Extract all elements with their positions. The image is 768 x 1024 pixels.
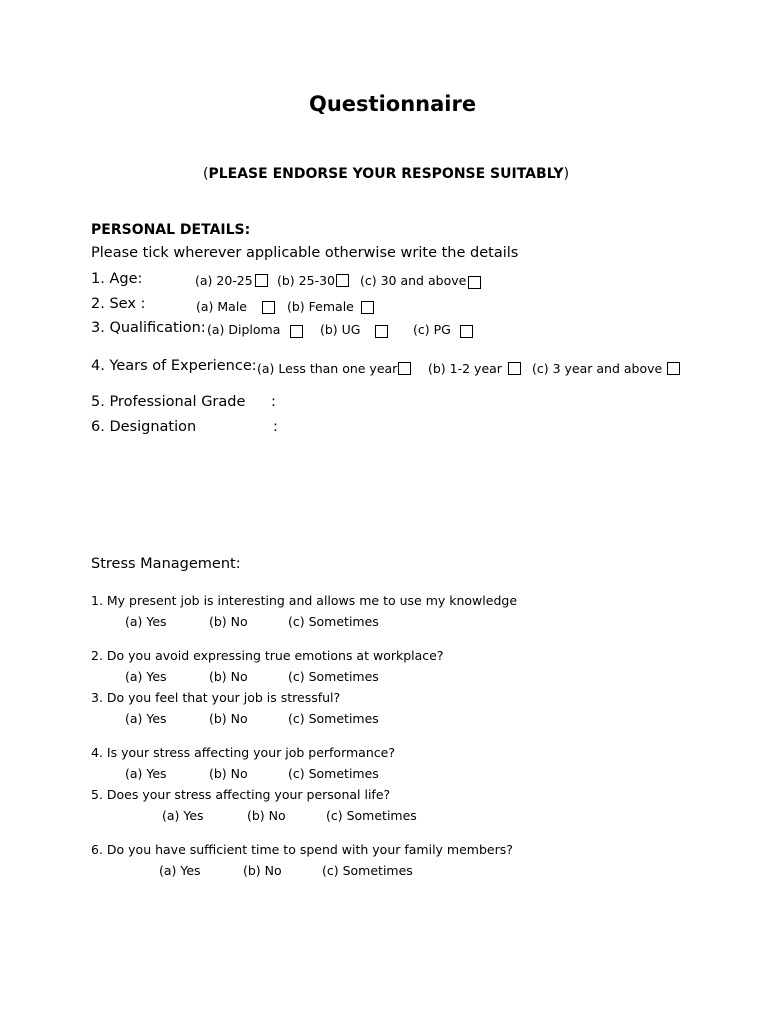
q2-answer-yes: (a) Yes — [125, 669, 167, 684]
q3-answer-yes: (a) Yes — [125, 711, 167, 726]
qualification-ug-checkbox[interactable] — [375, 325, 388, 338]
q4-answer-yes: (a) Yes — [125, 766, 167, 781]
stress-question-2: 2. Do you avoid expressing true emotions at workplace? — [91, 648, 444, 663]
q1-answer-yes: (a) Yes — [125, 614, 167, 629]
age-option-25-30: (b) 25-30 — [277, 273, 335, 288]
experience-label: 4. Years of Experience: — [91, 358, 257, 374]
q1-answer-sometimes: (c) Sometimes — [288, 614, 379, 629]
q2-answer-sometimes: (c) Sometimes — [288, 669, 379, 684]
qualification-diploma-checkbox[interactable] — [290, 325, 303, 338]
stress-question-1: 1. My present job is interesting and allows me to use my knowledge — [91, 593, 518, 608]
subtitle-open-paren: ( — [203, 166, 209, 182]
age-25-30-checkbox[interactable] — [336, 274, 349, 287]
sex-option-male: (a) Male — [196, 299, 247, 314]
sex-option-female: (b) Female — [287, 299, 354, 314]
professional-grade-colon: : — [271, 394, 276, 410]
sex-label: 2. Sex : — [91, 296, 146, 312]
qualification-option-ug: (b) UG — [320, 322, 361, 337]
q5-answer-no: (b) No — [247, 808, 286, 823]
qualification-label: 3. Qualification: — [91, 320, 206, 336]
experience-3-above-checkbox[interactable] — [667, 362, 680, 375]
designation-colon: : — [273, 419, 278, 435]
stress-question-6: 6. Do you have sufficient time to spend with your family members? — [91, 842, 513, 857]
q3-answer-no: (b) No — [209, 711, 248, 726]
q5-answer-yes: (a) Yes — [162, 808, 204, 823]
q2-answer-no: (b) No — [209, 669, 248, 684]
age-option-20-25: (a) 20-25 — [195, 273, 253, 288]
q6-answer-yes: (a) Yes — [159, 863, 201, 878]
q6-answer-no: (b) No — [243, 863, 282, 878]
sex-male-checkbox[interactable] — [262, 301, 275, 314]
sex-female-checkbox[interactable] — [361, 301, 374, 314]
stress-question-4: 4. Is your stress affecting your job performance? — [91, 745, 395, 760]
professional-grade-label: 5. Professional Grade — [91, 394, 246, 410]
designation-label: 6. Designation — [91, 419, 197, 435]
age-label: 1. Age: — [91, 271, 143, 287]
qualification-option-diploma: (a) Diploma — [207, 322, 281, 337]
qualification-pg-checkbox[interactable] — [460, 325, 473, 338]
qualification-option-pg: (c) PG — [413, 322, 451, 337]
subtitle-text: PLEASE ENDORSE YOUR RESPONSE SUITABLY — [208, 166, 564, 182]
age-20-25-checkbox[interactable] — [255, 274, 268, 287]
subtitle — [203, 166, 569, 182]
personal-details-instruction: Please tick wherever applicable otherwise write the details — [91, 245, 519, 261]
q1-answer-no: (b) No — [209, 614, 248, 629]
stress-question-5: 5. Does your stress affecting your personal life? — [91, 787, 391, 802]
stress-question-3: 3. Do you feel that your job is stressful? — [91, 690, 341, 705]
experience-option-3-above: (c) 3 year and above — [532, 361, 663, 376]
subtitle-close-paren: ) — [563, 166, 570, 182]
q4-answer-sometimes: (c) Sometimes — [288, 766, 379, 781]
personal-details-heading: PERSONAL DETAILS: — [91, 222, 251, 238]
q6-answer-sometimes: (c) Sometimes — [322, 863, 413, 878]
page-title: Questionnaire — [309, 92, 477, 116]
experience-option-less-than-one: (a) Less than one year — [257, 361, 398, 376]
experience-1-2-checkbox[interactable] — [508, 362, 521, 375]
q5-answer-sometimes: (c) Sometimes — [326, 808, 417, 823]
experience-option-1-2: (b) 1-2 year — [428, 361, 502, 376]
q4-answer-no: (b) No — [209, 766, 248, 781]
age-option-30-above: (c) 30 and above — [360, 273, 467, 288]
q3-answer-sometimes: (c) Sometimes — [288, 711, 379, 726]
stress-management-heading: Stress Management: — [91, 556, 241, 572]
experience-less-than-one-checkbox[interactable] — [398, 362, 411, 375]
age-30-above-checkbox[interactable] — [468, 276, 481, 289]
